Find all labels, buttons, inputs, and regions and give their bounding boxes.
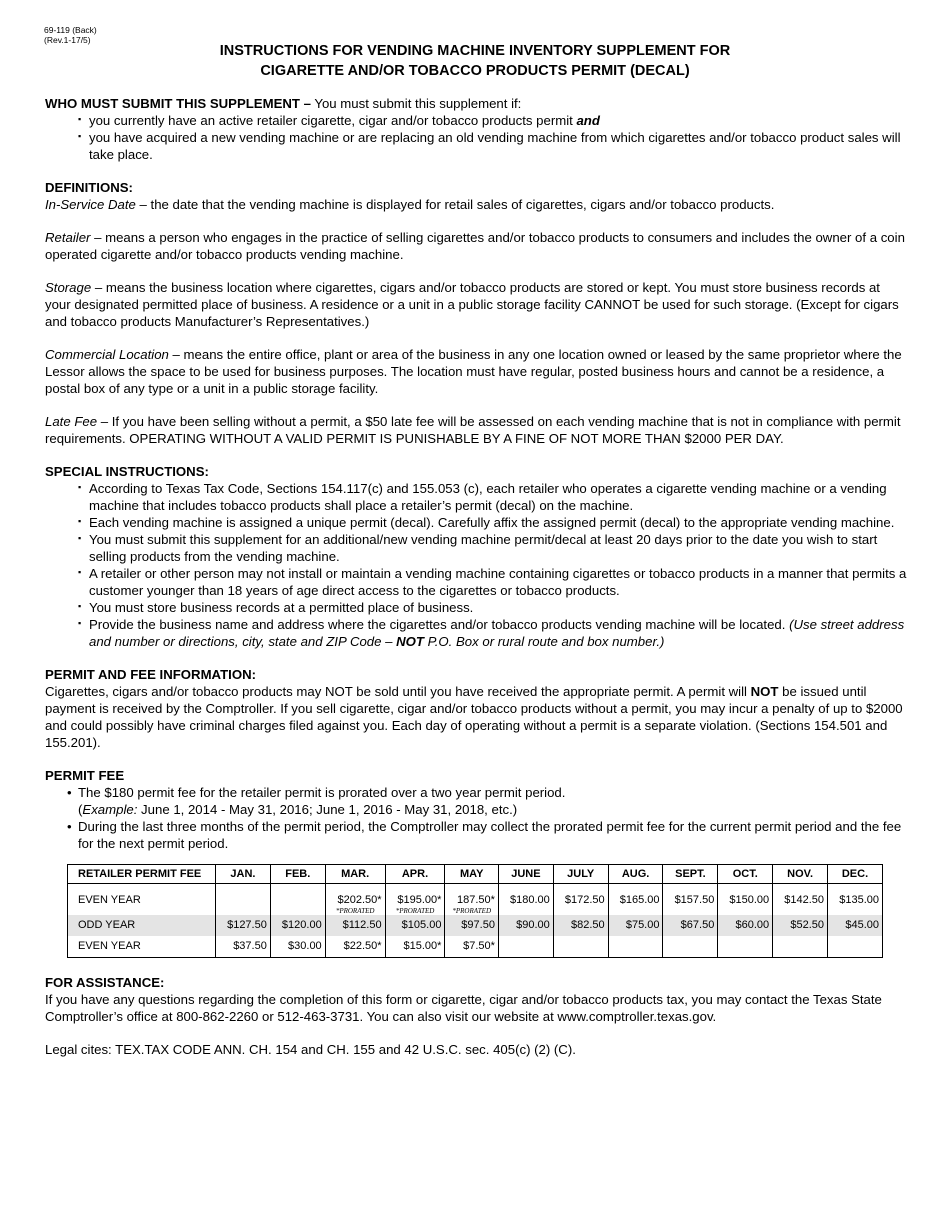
definition-term: Storage [45, 280, 92, 295]
table-cell [325, 884, 385, 916]
permit-info-heading: PERMIT AND FEE INFORMATION: [45, 667, 256, 682]
list-item: ▪ According to Texas Tax Code, Sections 154.117(c) and 155.053 (c), each retailer who operates a cigarette vending machine or a vending machine that includes tobacco products shall place a retailer’s permit (decal) on the machine. [89, 480, 907, 514]
column-header: JUNE [498, 865, 553, 884]
assistance-section [45, 974, 907, 1025]
instructions-body [45, 95, 907, 1058]
definitions-heading: DEFINITIONS: [45, 180, 133, 195]
emphasis-not: NOT [396, 634, 424, 649]
definition-text: – If you have been selling without a permit, a $50 late fee will be assessed on each vending machine that is not in compliance with permit requirements. OPERATING WITHOUT A VALID PERMIT IS PUNISHABLE BY A FINE OF NOT MORE THAN $2000 PER DAY. [45, 414, 901, 446]
table-cell: $172.50 [553, 884, 608, 916]
table-cell: $165.00 [608, 884, 663, 916]
who-must-submit-text: You must submit this supplement if: [310, 96, 522, 111]
list-item: ▪ A retailer or other person may not install or maintain a vending machine containing cigarettes or tobacco products in a manner that permits a customer younger than 18 years of age direct access to the cigarettes or tobacco products. [89, 565, 907, 599]
prorated-note: *PRORATED [452, 907, 491, 915]
list-item-text: Provide the business name and address where the cigarettes and/or tobacco products vending machine will be located. [89, 617, 790, 632]
title-line-1: INSTRUCTIONS FOR VENDING MACHINE INVENTORY SUPPLEMENT FOR [219, 43, 731, 59]
list-item-italic: P.O. Box or rural route and box number.) [423, 634, 665, 649]
table-cell: $180.00 [498, 884, 553, 916]
table-cell [216, 884, 271, 916]
form-revision: (Rev.1-17/5) [44, 35, 91, 45]
emphasis-not: NOT [750, 684, 779, 699]
table-cell [608, 936, 663, 958]
prorated-note: *PRORATED [335, 907, 375, 915]
definition-late-fee [45, 413, 907, 447]
table-cell [718, 936, 773, 958]
column-header: RETAILER PERMIT FEE [68, 865, 216, 884]
definition-term: Late Fee [45, 414, 98, 429]
definition-in-service-date [45, 196, 907, 213]
table-row [68, 915, 883, 936]
list-item: ▪ You must submit this supplement for an additional/new vending machine permit/decal at least 20 days prior to the date you wish to start selling products from the vending machine. [89, 531, 907, 565]
list-item: ▪ you have acquired a new vending machine or are replacing an old vending machine from which cigarettes and/or tobacco product sales will take place. [89, 129, 907, 163]
special-instructions-list [45, 480, 907, 650]
table-cell: $7.50* [445, 936, 499, 958]
table-cell: $30.00 [270, 936, 325, 958]
table-cell: $142.50 [773, 884, 828, 916]
definition-retailer [45, 229, 907, 263]
table-cell: $52.50 [773, 915, 828, 936]
page-title [0, 41, 950, 81]
table-cell: $127.50 [216, 915, 271, 936]
who-must-submit-list [45, 112, 907, 163]
list-item-text: The $180 permit fee for the retailer permit is prorated over a two year permit period. [78, 785, 566, 800]
list-item: ▪ Each vending machine is assigned a unique permit (decal). Carefully affix the assigned permit (decal) to the appropriate vending machine. [89, 514, 907, 531]
column-header: AUG. [608, 865, 663, 884]
list-item [89, 112, 907, 129]
list-item: • The $180 permit fee for the retailer permit is prorated over a two year permit period. (Example: June 1, 2014 - May 31, 2016; June 1, 2016 - May 31, 2018, etc.) [78, 784, 907, 818]
special-instructions-heading: SPECIAL INSTRUCTIONS: [45, 464, 209, 479]
assistance-text: If you have any questions regarding the completion of this form or cigarette, cigar and/or tobacco products tax, you may contact the Texas State Comptroller’s office at 800-862-2260 or 512-463-3731. You can also visit our website at www.comptroller.texas.gov. [45, 992, 882, 1024]
table-cell: $37.50 [216, 936, 271, 958]
permit-info-text-part: be issued until payment is received by the Comptroller. If you sell cigarette, cigar and/or tobacco products without a permit, you may incur a penalty of up to $2000 and could possibly have criminal charges filed against you. Each day of operating without a permit is a separate violation. (Sections 154.501 and 155.201). [45, 684, 903, 750]
table-cell: $75.00 [608, 915, 663, 936]
definition-text: – means the entire office, plant or area of the business in any one location owned or leased by the same proprietor where the Lessor allows the space to be used for business purposes. The location must have regular, posted business hours and cannot be a residence, a postal box of any type or a unit in a public storage facility. [45, 347, 902, 396]
column-header: FEB. [270, 865, 325, 884]
table-cell: $105.00 [385, 915, 445, 936]
example-text: June 1, 2014 - May 31, 2016; June 1, 2016 - May 31, 2018, etc.) [137, 802, 518, 817]
list-item-text: you currently have an active retailer cigarette, cigar and/or tobacco products permit [89, 113, 577, 128]
form-number: 69-119 (Back) [44, 25, 97, 35]
prorated-note: *PRORATED [395, 907, 435, 915]
table-cell: $135.00 [828, 884, 883, 916]
table-cell: $82.50 [553, 915, 608, 936]
table-cell: $120.00 [270, 915, 325, 936]
table-cell: $157.50 [663, 884, 718, 916]
column-header: SEPT. [663, 865, 718, 884]
cell-value: $202.50* [337, 894, 382, 906]
table-cell [773, 936, 828, 958]
column-header: NOV. [773, 865, 828, 884]
assistance-heading: FOR ASSISTANCE: [45, 975, 165, 990]
table-cell: $67.50 [663, 915, 718, 936]
column-header: JULY [553, 865, 608, 884]
row-label: ODD YEAR [68, 915, 216, 936]
cell-value: $195.00* [397, 894, 442, 906]
permit-fee-heading: PERMIT FEE [45, 768, 125, 783]
column-header: OCT. [718, 865, 773, 884]
column-header: APR. [385, 865, 445, 884]
table-row [68, 936, 883, 958]
table-cell: $45.00 [828, 915, 883, 936]
table-cell [270, 884, 325, 916]
table-cell [828, 936, 883, 958]
table-cell [498, 936, 553, 958]
permit-info-text-part: Cigarettes, cigars and/or tobacco products may NOT be sold until you have received the appropriate permit. A permit will [45, 684, 751, 699]
table-row [68, 884, 883, 916]
who-must-submit-section [45, 95, 907, 163]
row-label: EVEN YEAR [68, 936, 216, 958]
definition-term: Retailer [45, 230, 91, 245]
table-cell [445, 884, 499, 916]
definitions-section [45, 179, 907, 447]
permit-fee-section [45, 767, 907, 958]
who-must-submit-intro [45, 95, 907, 112]
list-item: • During the last three months of the permit period, the Comptroller may collect the prorated permit fee for the current permit period and the fee for the next permit period. [78, 818, 907, 852]
table-cell: $150.00 [718, 884, 773, 916]
title-line-2: CIGARETTE AND/OR TOBACCO PRODUCTS PERMIT (DECAL) [260, 63, 690, 79]
definition-commercial-location [45, 346, 907, 397]
table-cell: $90.00 [498, 915, 553, 936]
table-cell: $97.50 [445, 915, 499, 936]
retailer-permit-fee-table [67, 864, 883, 958]
table-cell [663, 936, 718, 958]
definition-storage [45, 279, 907, 330]
example-label: Example: [82, 802, 138, 817]
column-header: MAY [445, 865, 499, 884]
permit-fee-list [45, 784, 907, 852]
permit-fee-information-section [45, 666, 907, 751]
row-label: EVEN YEAR [68, 884, 216, 916]
table-header-row [68, 865, 883, 884]
list-item-italic: (Use street address and number or directions, city, state and ZIP Code – [89, 617, 905, 649]
list-item [89, 616, 907, 650]
definition-text: – the date that the vending machine is displayed for retail sales of cigarettes, cigars and/or tobacco products. [135, 197, 775, 212]
definition-term: In-Service Date [45, 197, 136, 212]
table-cell: $60.00 [718, 915, 773, 936]
legal-cites: Legal cites: TEX.TAX CODE ANN. CH. 154 and CH. 155 and 42 U.S.C. sec. 405(c) (2) (C). [45, 1042, 576, 1057]
list-item: ▪ You must store business records at a permitted place of business. [89, 599, 907, 616]
table-cell [385, 884, 445, 916]
column-header: JAN. [216, 865, 271, 884]
who-must-submit-heading: WHO MUST SUBMIT THIS SUPPLEMENT – [45, 96, 311, 111]
emphasis-and: and [576, 113, 600, 128]
definition-term: Commercial Location [45, 347, 169, 362]
table-cell: $112.50 [325, 915, 385, 936]
column-header: DEC. [828, 865, 883, 884]
column-header: MAR. [325, 865, 385, 884]
definition-text: – means the business location where cigarettes, cigars and/or tobacco products are stored or kept. You must store business records at your designated permitted place of business. A residence or a unit in a public storage facility CANNOT be used for such storage. (Except for cigars and tobacco products Manufacturer’s Representatives.) [45, 280, 899, 329]
special-instructions-section [45, 463, 907, 650]
permit-info-text [45, 683, 907, 751]
table-cell: $15.00* [385, 936, 445, 958]
table-cell: $22.50* [325, 936, 385, 958]
table-cell [553, 936, 608, 958]
definition-text: – means a person who engages in the practice of selling cigarettes and/or tobacco products to consumers and includes the owner of a coin operated cigarette and/or tobacco products vending machine. [45, 230, 905, 262]
cell-value: 187.50* [457, 894, 495, 906]
